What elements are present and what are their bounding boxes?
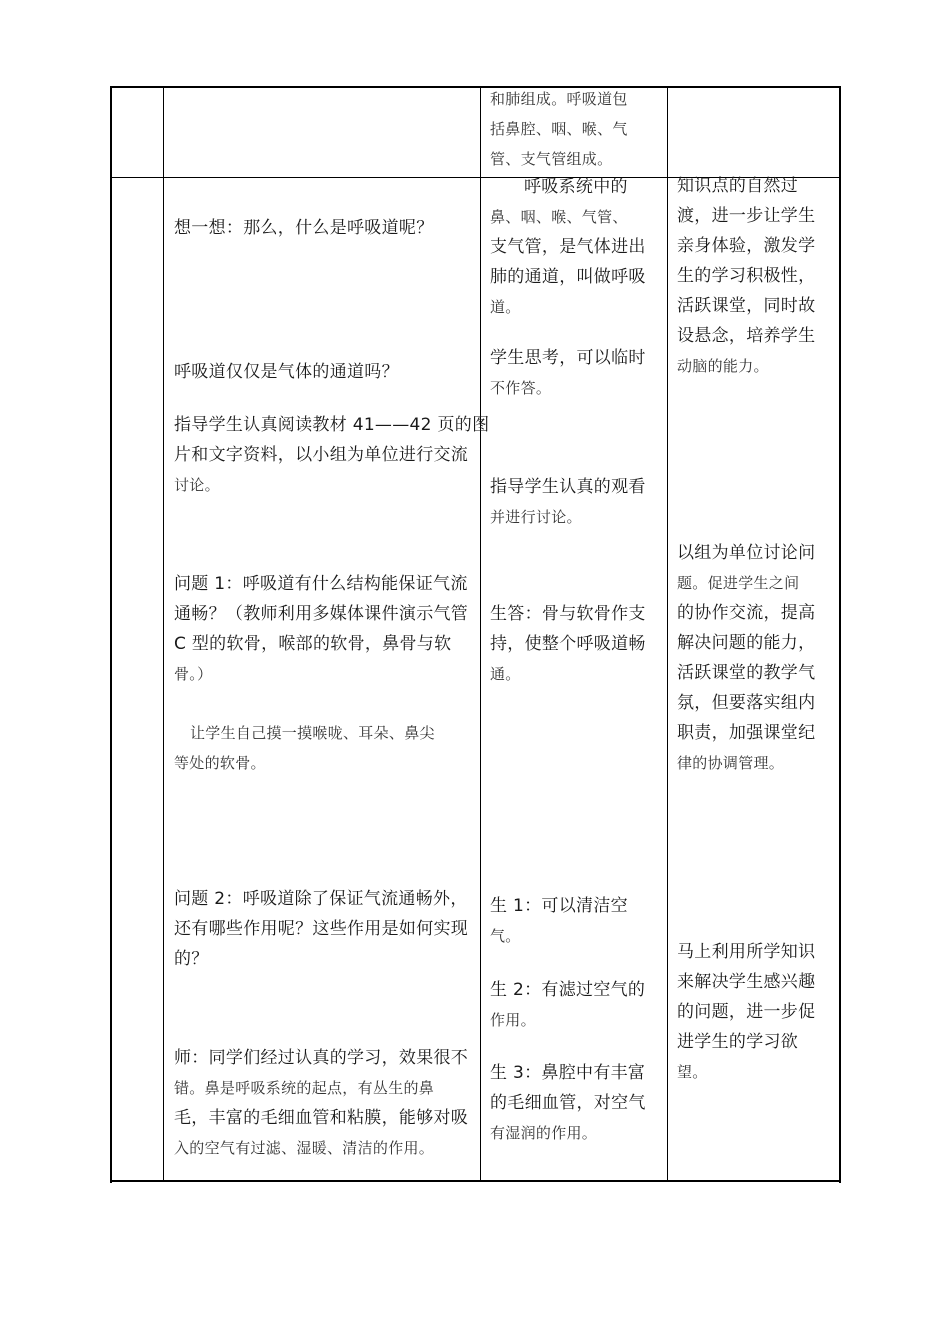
text-line: 指导学生认真的观看	[490, 477, 646, 497]
text-line: 作用。	[490, 1011, 536, 1029]
text-line: 来解决学生感兴趣	[677, 972, 816, 992]
text-line: 问题 1：呼吸道有什么结构能保证气流	[174, 574, 468, 594]
text-line: 指导学生认真阅读教材 41——42 页的图	[174, 415, 490, 435]
text-line: 活跃课堂的教学气	[677, 663, 816, 683]
intent-a	[677, 171, 815, 381]
text-line: 设悬念，培养学生	[677, 326, 816, 346]
teacher-touch-activity	[174, 718, 435, 778]
teacher-question-only	[174, 357, 399, 387]
teacher-question-think	[174, 213, 434, 243]
student-watch	[490, 472, 646, 532]
text-line: 进学生的学习欲	[677, 1032, 799, 1052]
text-line: 并进行讨论。	[490, 508, 582, 526]
table-top-border	[110, 86, 841, 88]
text-line: 不作答。	[490, 379, 552, 397]
text-line: 还有哪些作用呢？这些作用是如何实现	[174, 919, 469, 939]
text-line: 管、支气管组成。	[490, 150, 613, 168]
teacher-guide	[174, 410, 489, 500]
text-line: 以组为单位讨论问	[677, 543, 816, 563]
text-line: C 型的软骨，喉部的软骨，鼻骨与软	[174, 634, 452, 654]
column-divider-1	[163, 86, 164, 1181]
table-bottom-border	[110, 1180, 841, 1182]
text-line: 通。	[490, 665, 521, 683]
text-line: 呼吸系统中的	[524, 177, 628, 197]
text-line: 和肺组成。呼吸道包	[490, 90, 628, 108]
text-line: 题。促进学生之间	[677, 574, 800, 592]
text-line: 生 3：鼻腔中有丰富	[490, 1063, 646, 1083]
text-line: 括鼻腔、咽、喉、气	[490, 120, 628, 138]
text-line: 肺的通道，叫做呼吸	[490, 267, 646, 287]
intent-c	[677, 937, 815, 1087]
text-line: 想一想：那么，什么是呼吸道呢？	[174, 218, 434, 238]
student-answer-2	[490, 975, 645, 1035]
text-line: 等处的软骨。	[174, 754, 266, 772]
text-line: 渡，进一步让学生	[677, 206, 816, 226]
intent-b	[677, 538, 815, 778]
column-divider-2	[480, 86, 481, 1181]
text-line: 的？	[174, 949, 209, 969]
teacher-question-1	[174, 569, 468, 689]
student-answer-1	[490, 891, 628, 951]
text-line: 的毛细血管，对空气	[490, 1093, 646, 1113]
text-line: 解决问题的能力，	[677, 633, 816, 653]
text-line: 活跃课堂，同时故	[677, 296, 816, 316]
text-line: 支气管，是气体进出	[490, 237, 646, 257]
row1-student-text	[490, 84, 628, 174]
text-line: 毛，丰富的毛细血管和粘膜，能够对吸	[174, 1108, 469, 1128]
text-line: 学生思考，可以临时	[490, 348, 646, 368]
text-line: 生 2：有滤过空气的	[490, 980, 646, 1000]
text-line: 知识点的自然过	[677, 176, 799, 196]
text-line: 生答：骨与软骨作支	[490, 604, 646, 624]
text-line: 片和文字资料，以小组为单位进行交流	[174, 445, 469, 465]
column-divider-3	[667, 86, 668, 1181]
text-line: 骨。）	[174, 665, 213, 683]
text-line: 讨论。	[174, 476, 220, 494]
text-line: 的问题，进一步促	[677, 1002, 816, 1022]
text-line: 让学生自己摸一摸喉咙、耳朵、鼻尖	[190, 724, 435, 742]
text-line: 亲身体验，激发学	[677, 236, 816, 256]
text-line: 职责，加强课堂纪	[677, 723, 816, 743]
student-answer-3	[490, 1058, 646, 1148]
text-line: 马上利用所学知识	[677, 942, 816, 962]
text-line: 通畅？（教师利用多媒体课件演示气管	[174, 604, 469, 624]
text-line: 入的空气有过滤、湿暖、清洁的作用。	[174, 1139, 435, 1157]
text-line: 律的协调管理。	[677, 754, 785, 772]
teacher-question-2	[174, 884, 468, 974]
text-line: 氛，但要落实组内	[677, 693, 816, 713]
student-think	[490, 343, 646, 403]
student-definition	[490, 172, 646, 322]
text-line: 有湿润的作用。	[490, 1124, 598, 1142]
text-line: 道。	[490, 298, 521, 316]
text-line: 鼻、咽、喉、气管、	[490, 208, 628, 226]
text-line: 的协作交流，提高	[677, 603, 816, 623]
text-line: 错。鼻是呼吸系统的起点，有丛生的鼻	[174, 1079, 435, 1097]
table-right-border	[839, 86, 841, 1183]
teacher-summary	[174, 1043, 468, 1163]
text-line: 呼吸道仅仅是气体的通道吗？	[174, 362, 399, 382]
text-line: 生 1：可以清洁空	[490, 896, 628, 916]
student-answer	[490, 599, 646, 689]
text-line: 持，使整个呼吸道畅	[490, 634, 646, 654]
text-line: 望。	[677, 1063, 708, 1081]
text-line: 气。	[490, 927, 521, 945]
table-left-border	[110, 86, 112, 1183]
text-line: 生的学习积极性，	[677, 266, 816, 286]
text-line: 动脑的能力。	[677, 357, 769, 375]
text-line: 师：同学们经过认真的学习，效果很不	[174, 1048, 469, 1068]
text-line: 问题 2：呼吸道除了保证气流通畅外，	[174, 889, 468, 909]
